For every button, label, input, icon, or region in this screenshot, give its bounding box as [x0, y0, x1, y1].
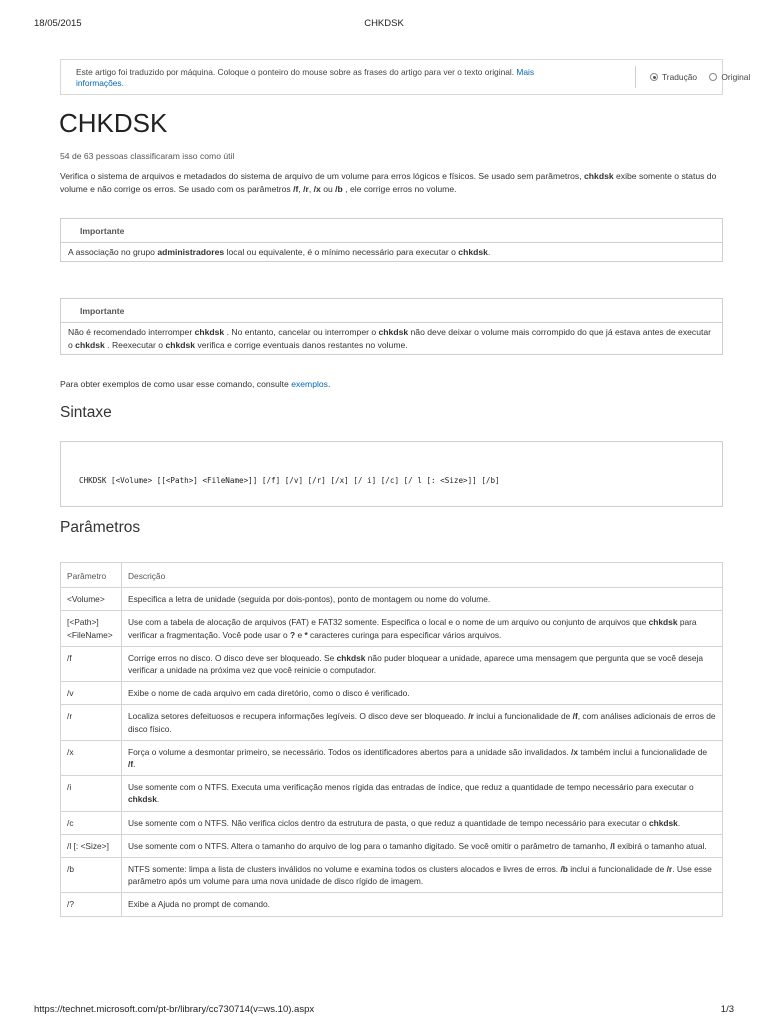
table-row [61, 834, 723, 857]
note-heading: Importante [61, 299, 722, 323]
parameter-cell: /l [: <Size>] [61, 834, 122, 857]
important-note-1 [60, 218, 723, 262]
parameters-table [60, 562, 723, 917]
table-row [61, 646, 723, 681]
table-header-row [61, 563, 723, 588]
parameter-cell: /x [61, 740, 122, 775]
page-number: 1/3 [720, 1004, 734, 1015]
parameter-cell: /c [61, 811, 122, 834]
radio-selected-icon[interactable] [650, 73, 658, 81]
table-row [61, 893, 723, 916]
parameter-cell: /v [61, 682, 122, 705]
parameter-cell: /b [61, 858, 122, 893]
rating-text: 54 de 63 pessoas classificaram isso como útil [60, 151, 235, 161]
parameter-cell: /i [61, 776, 122, 811]
description-cell: Use somente com o NTFS. Altera o tamanho do arquivo de log para o tamanho digitado. Se você omitir o parâmetro de tamanho, /l exibirá o tamanho atual. [122, 834, 723, 857]
description-cell: Use somente com o NTFS. Executa uma verificação menos rígida das entradas de índice, que reduz a quantidade de tempo necessário para executar o chkdsk. [122, 776, 723, 811]
print-title: CHKDSK [364, 18, 404, 29]
translation-message: Este artigo foi traduzido por máquina. Coloque o ponteiro do mouse sobre as frases do artigo para ver o texto original. [76, 67, 515, 77]
parameter-cell: [<Path>] <FileName> [61, 611, 122, 646]
note-body: A associação no grupo administradores local ou equivalente, é o mínimo necessário para executar o chkdsk. [68, 247, 491, 257]
description-cell: Exibe a Ajuda no prompt de comando. [122, 893, 723, 916]
translation-notice [76, 67, 566, 89]
page-title: CHKDSK [59, 108, 168, 138]
examples-link[interactable]: exemplos [291, 379, 328, 389]
table-row [61, 588, 723, 611]
parameters-heading: Parâmetros [60, 519, 141, 536]
column-header-description: Descrição [122, 563, 723, 588]
more-info-link[interactable]: Mais informações. [76, 67, 535, 88]
note-body: Não é recomendado interromper chkdsk . No entanto, cancelar ou interromper o chkdsk não deve deixar o volume mais corrompido do que já estava antes de executar o chkdsk . Reexecutar o chkdsk verifica e corrige eventuais danos restantes no volume. [68, 327, 712, 350]
description-cell: Use somente com o NTFS. Não verifica ciclos dentro da estrutura de pasta, o que reduz a quantidade de tempo necessário para executar o chkdsk. [122, 811, 723, 834]
note-heading: Importante [61, 219, 722, 243]
table-row [61, 811, 723, 834]
examples-paragraph: Para obter exemplos de como usar esse comando, consulte exemplos. [60, 379, 331, 389]
translation-option[interactable] [650, 72, 697, 83]
original-option-label: Original [721, 72, 751, 82]
description-cell: Use com a tabela de alocação de arquivos (FAT) e FAT32 somente. Especifica o local e o nome de um arquivo ou conjunto de arquivos que chkdsk para verificar a fragmentação. Você pode usar o ? e * caracteres curinga para especificar vários arquivos. [122, 611, 723, 646]
print-url: https://technet.microsoft.com/pt-br/library/cc730714(v=ws.10).aspx [34, 1004, 315, 1015]
description-cell: Força o volume a desmontar primeiro, se necessário. Todos os identificadores abertos para a unidade são invalidados. /x também inclui a funcionalidade de /f. [122, 740, 723, 775]
syntax-code-block [60, 441, 723, 507]
translation-option-label: Tradução [662, 72, 698, 82]
description-cell: Localiza setores defeituosos e recupera informações legíveis. O disco deve ser bloqueado. /r inclui a funcionalidade de /f, com análises adicionais de erros de disco físico. [122, 705, 723, 740]
description-cell: NTFS somente: limpa a lista de clusters inválidos no volume e examina todos os clusters alocados e livres de erros. /b inclui a funcionalidade de /r. Use esse parâmetro após um volume para uma nova unidade de disco rígido de imagem. [122, 858, 723, 893]
description-cell: Especifica a letra de unidade (seguida por dois-pontos), ponto de montagem ou nome do volume. [122, 588, 723, 611]
table-row [61, 705, 723, 740]
syntax-heading: Sintaxe [60, 404, 112, 421]
radio-icon[interactable] [709, 73, 717, 81]
table-row [61, 858, 723, 893]
parameter-cell: /? [61, 893, 122, 916]
table-row [61, 740, 723, 775]
divider [635, 66, 636, 88]
description-cell: Corrige erros no disco. O disco deve ser bloqueado. Se chkdsk não puder bloquear a unidade, aparece uma mensagem que pergunta que se você deseja verificar a unidade na próxima vez que você reinicie o computador. [122, 646, 723, 681]
view-options [650, 72, 760, 83]
intro-paragraph: Verifica o sistema de arquivos e metadados do sistema de arquivo de um volume para erros lógicos e físicos. Se usado sem parâmetros, chkdsk exibe somente o status do volume e não corrige os erros. Se usado com os parâmetros /f, /r, /x ou /b , ele corrige erros no volume. [60, 171, 717, 194]
table-row [61, 776, 723, 811]
original-option[interactable] [709, 72, 750, 83]
column-header-parameter: Parâmetro [61, 563, 122, 588]
table-row [61, 682, 723, 705]
description-cell: Exibe o nome de cada arquivo em cada diretório, como o disco é verificado. [122, 682, 723, 705]
machine-translation-bar [60, 59, 751, 95]
important-note-2 [60, 298, 723, 355]
syntax-code: CHKDSK [<Volume> [[<Path>] <FileName>]] [/f] [/v] [/r] [/x] [/ i] [/c] [/ l [: <Size>]] [/b] [79, 476, 500, 485]
parameter-cell: /r [61, 705, 122, 740]
parameter-cell: <Volume> [61, 588, 122, 611]
print-date: 18/05/2015 [34, 18, 82, 29]
table-row [61, 611, 723, 646]
parameter-cell: /f [61, 646, 122, 681]
